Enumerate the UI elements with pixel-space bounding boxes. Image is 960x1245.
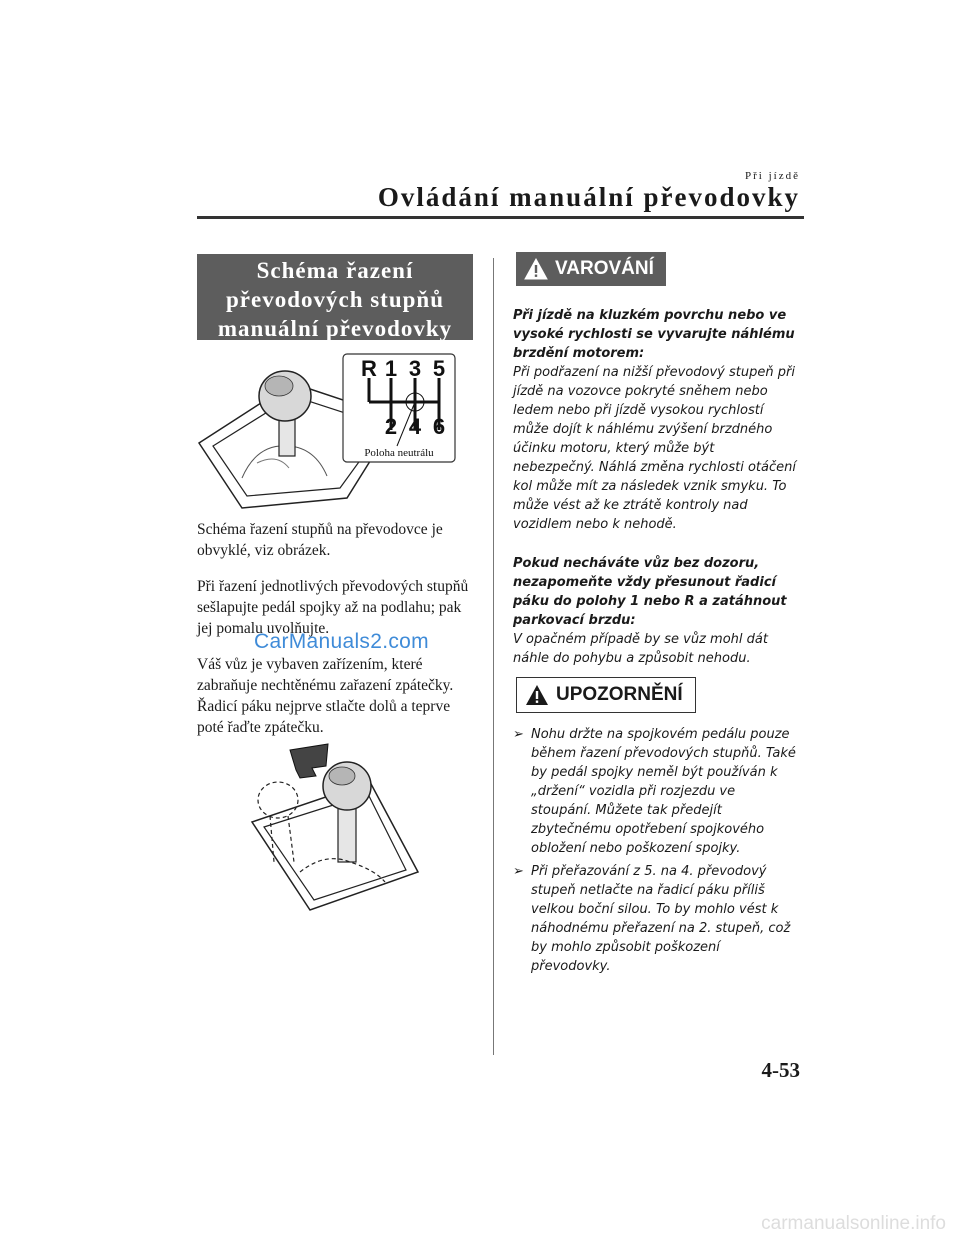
boot-fold	[257, 459, 289, 468]
chapter-title: Ovládání manuální převodovky	[377, 182, 800, 212]
section-title-line: převodových stupňů	[225, 287, 445, 312]
shift-lever-shaft	[338, 804, 356, 862]
gear-label-6: 6	[432, 414, 446, 439]
warning-heading-2: Pokud necháváte vůz bez dozoru, nezapomeňte vždy přesunout řadicí páku do polohy 1 nebo R a zatáhnout parkovací brzdu:	[513, 556, 787, 628]
caution-body	[513, 725, 797, 976]
warning-text-1: Při podřazení na nižší převodový stupeň při jízdě na vozovce pokryté sněhem nebo ledem nebo při jízdě vysokou rychlostí může dojít k náhlému zvýšení brzdného účinku motoru, který může být nebezpečný. Náhlá změna rychlosti otáčení kol může mít za následek vznik smyku. To může vést až ke ztrátě kontroly nad vozidlem nebo k nehodě.	[513, 365, 796, 532]
warning-text-2: V opačném případě by se vůz mohl dát náhle do pohybu a způsobit nehodu.	[513, 632, 768, 666]
section-title-line: manuální převodovky	[217, 316, 453, 341]
reverse-gear-figure	[250, 742, 420, 912]
gear-label-4: 4	[408, 414, 422, 439]
gear-label-r: R	[361, 356, 377, 381]
section-label: Při jízdě	[745, 170, 800, 182]
push-down-arrow	[290, 744, 328, 778]
warning-heading-1: Při jízdě na kluzkém povrchu nebo ve vysoké rychlosti se vyvarujte náhlému brzdění motorem:	[513, 308, 795, 361]
section-title-line: Schéma řazení	[256, 258, 414, 283]
warning-body	[513, 306, 797, 668]
warning-label-box	[516, 252, 666, 286]
caution-bullet: ➢ Nohu držte na spojkovém pedálu pouze během řazení převodových stupňů. Také by pedál spojky neměl být používán k „držení“ vozidla při rozjezdu ve stoupání. Můžete tak předejít zbytečnému opotřebení spojkového obložení nebo poškození spojky.	[513, 727, 796, 856]
caution-bullet: ➢ Při přeřazování z 5. na 4. převodový stupeň netlačte na řadicí páku příliš velkou boční silou. To by mohlo vést k náhodnému přeřazení na 2. stupeň, což by mohlo způsobit poškození převodovky.	[513, 864, 791, 974]
shift-knob-top	[329, 767, 355, 785]
column-divider	[493, 258, 494, 1055]
shift-lever-shaft	[279, 416, 295, 456]
page-number: 4-53	[761, 1058, 800, 1082]
gear-label-5: 5	[432, 356, 446, 381]
body-paragraph: Při řazení jednotlivých převodových stupňů sešlapujte pedál spojky až na podlahu; pak jej pomalu uvolňujte.	[197, 578, 469, 637]
shift-knob-top	[265, 376, 293, 396]
gear-label-2: 2	[384, 414, 398, 439]
gear-label-1: 1	[384, 356, 398, 381]
carmanuals-watermark: CarManuals2.com	[254, 630, 429, 653]
gear-label-3: 3	[408, 356, 422, 381]
caution-triangle-icon	[525, 684, 549, 706]
bullet-arrow-icon: ➢	[513, 864, 524, 879]
header-rule	[197, 216, 804, 219]
warning-triangle-icon	[524, 258, 548, 280]
site-watermark: carmanualsonline.info	[761, 1213, 946, 1234]
caution-label-box	[516, 677, 696, 713]
section-title-block	[197, 254, 473, 340]
bullet-arrow-icon: ➢	[513, 727, 524, 742]
shift-pattern-figure	[197, 348, 473, 513]
caution-label: UPOZORNĚNÍ	[556, 684, 683, 705]
body-paragraph: Schéma řazení stupňů na převodovce je obvyklé, viz obrázek.	[197, 521, 443, 559]
neutral-caption: Poloha neutrálu	[364, 447, 434, 459]
warning-label: VAROVÁNÍ	[555, 258, 654, 279]
body-paragraph: Váš vůz je vybaven zařízením, které zabraňuje nechtěnému zařazení zpátečky. Řadicí páku nejprve stlačte dolů a teprve poté řaďte zpátečku.	[197, 656, 454, 736]
